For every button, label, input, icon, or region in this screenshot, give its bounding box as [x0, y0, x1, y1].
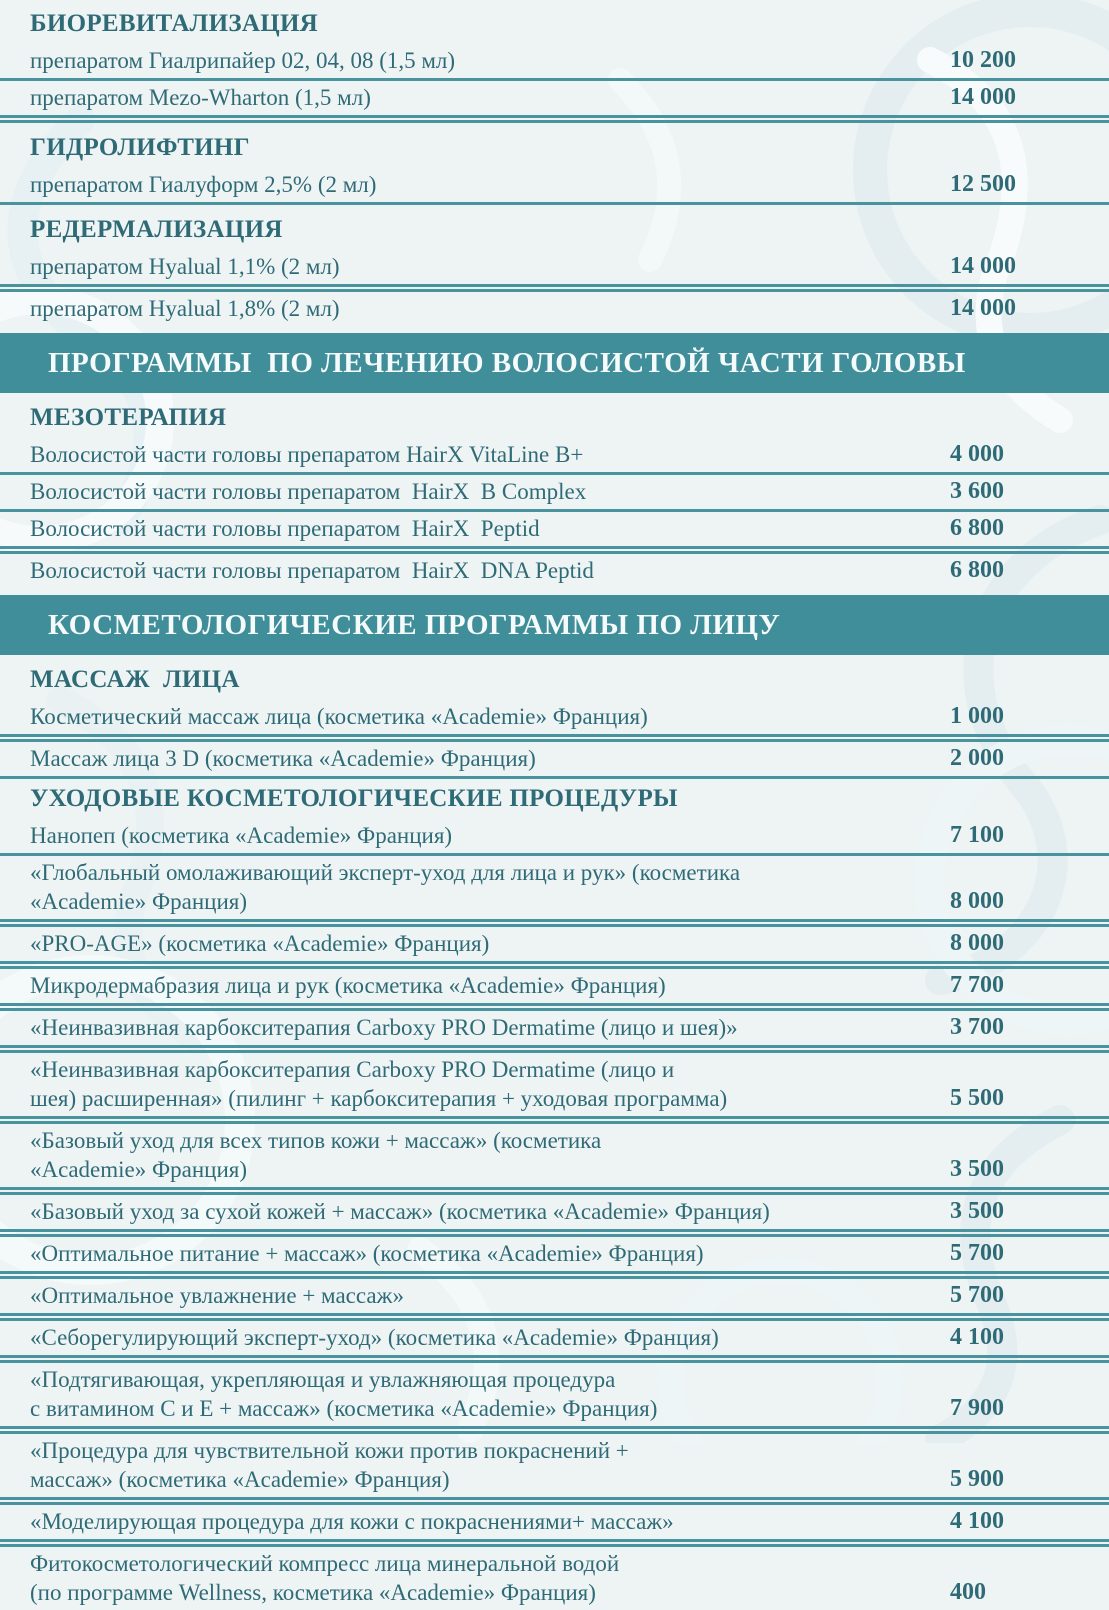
category-heading: МЕЗОТЕРАПИЯ — [30, 404, 227, 431]
service-row — [0, 1505, 1109, 1547]
service-price: 7 700 — [950, 972, 1004, 998]
service-name — [0, 1365, 920, 1423]
service-price: 7 900 — [950, 1395, 1004, 1421]
service-name-line: «Подтягивающая, укрепляющая и увлажняющая процедура — [30, 1367, 616, 1392]
service-price: 14 000 — [950, 253, 1016, 279]
service-name: Волосистой части головы препаратом HairX B Complex — [30, 479, 587, 504]
service-name-line: с витамином С и Е + массаж» (косметика «Academie» Франция) — [30, 1396, 658, 1421]
service-price: 8 000 — [950, 888, 1004, 914]
service-price: 5 700 — [950, 1282, 1004, 1308]
service-name: Волосистой части головы препаратом HairX DNA Peptid — [30, 558, 594, 583]
service-price: 6 800 — [950, 515, 1004, 541]
service-name — [0, 858, 920, 916]
service-price: 2 000 — [950, 745, 1004, 771]
service-row — [0, 1195, 1109, 1237]
service-price: 12 500 — [950, 171, 1016, 197]
service-row — [0, 438, 1109, 475]
service-name: «Базовый уход за сухой кожей + массаж» (косметика «Academie» Франция) — [30, 1199, 770, 1224]
service-row — [0, 742, 1109, 779]
service-name-line: (по программе Wellness, косметика «Academie» Франция) — [30, 1580, 596, 1605]
service-name — [0, 1549, 920, 1607]
service-name: Косметический массаж лица (косметика «Academie» Франция) — [30, 704, 648, 729]
service-price: 8 000 — [950, 930, 1004, 956]
category-heading: ГИДРОЛИФТИНГ — [30, 134, 250, 161]
service-name: препаратом Hyalual 1,1% (2 мл) — [30, 254, 340, 279]
service-price: 7 100 — [950, 822, 1004, 848]
service-row — [0, 1434, 1109, 1505]
section-banner: ПРОГРАММЫ ПО ЛЕЧЕНИЮ ВОЛОСИСТОЙ ЧАСТИ ГОЛОВЫ — [0, 333, 1109, 393]
service-row — [0, 700, 1109, 742]
service-name-line: «Academie» Франция) — [30, 889, 248, 914]
service-row — [0, 250, 1109, 292]
category-heading: МАССАЖ ЛИЦА — [30, 666, 240, 693]
service-row — [0, 969, 1109, 1011]
service-name: «PRO-AGE» (косметика «Academie» Франция) — [30, 931, 490, 956]
service-row — [0, 819, 1109, 856]
service-name: Микродермабразия лица и рук (косметика «Academie» Франция) — [30, 973, 666, 998]
service-price: 4 100 — [950, 1324, 1004, 1350]
service-name — [0, 1055, 920, 1113]
service-name-line: массаж» (косметика «Academie» Франция) — [30, 1467, 450, 1492]
service-name: препаратом Гиалрипайер 02, 04, 08 (1,5 мл) — [30, 48, 456, 73]
service-price: 14 000 — [950, 84, 1016, 110]
service-name — [0, 1436, 920, 1494]
service-row — [0, 292, 1109, 326]
service-name: «Оптимальное увлажнение + массаж» — [30, 1283, 404, 1308]
service-name: «Неинвазивная карбокситерапия Carboxy PRO Dermatime (лицо и шея)» — [30, 1015, 738, 1040]
service-price: 6 800 — [950, 557, 1004, 583]
service-name: Волосистой части головы препаратом HairX Peptid — [30, 516, 540, 541]
section-banner: КОСМЕТОЛОГИЧЕСКИЕ ПРОГРАММЫ ПО ЛИЦУ — [0, 595, 1109, 655]
service-name: «Оптимальное питание + массаж» (косметика «Academie» Франция) — [30, 1241, 704, 1266]
service-name: Массаж лица 3 D (косметика «Academie» Франция) — [30, 746, 536, 771]
service-row — [0, 1363, 1109, 1434]
service-row — [0, 1124, 1109, 1195]
service-name-line: шея) расширенная» (пилинг + карбокситерапия + уходовая программа) — [30, 1086, 728, 1111]
service-name: Волосистой части головы препаратом HairX VitaLine B+ — [30, 442, 584, 467]
service-row — [0, 1011, 1109, 1053]
service-name: «Себорегулирующий эксперт-уход» (косметика «Academie» Франция) — [30, 1325, 719, 1350]
service-price: 5 700 — [950, 1240, 1004, 1266]
category-heading: РЕДЕРМАЛИЗАЦИЯ — [30, 216, 283, 243]
service-name: «Моделирующая процедура для кожи с покраснениями+ массаж» — [30, 1509, 674, 1534]
service-price: 1 000 — [950, 703, 1004, 729]
service-row — [0, 44, 1109, 81]
service-name-line: «Academie» Франция) — [30, 1157, 248, 1182]
service-row — [0, 1321, 1109, 1363]
service-name: препаратом Гиалуформ 2,5% (2 мл) — [30, 172, 377, 197]
service-price: 4 000 — [950, 441, 1004, 467]
service-price: 4 100 — [950, 1508, 1004, 1534]
service-row — [0, 554, 1109, 588]
service-price: 3 500 — [950, 1156, 1004, 1182]
service-row — [0, 1279, 1109, 1321]
service-price: 10 200 — [950, 47, 1016, 73]
service-row — [0, 1237, 1109, 1279]
service-row — [0, 512, 1109, 554]
service-name-line: «Глобальный омолаживающий эксперт-уход для лица и рук» (косметика — [30, 860, 741, 885]
category-heading: БИОРЕВИТАЛИЗАЦИЯ — [30, 10, 319, 37]
service-row — [0, 1547, 1109, 1610]
service-name — [0, 1126, 920, 1184]
service-price: 14 000 — [950, 295, 1016, 321]
service-row — [0, 856, 1109, 927]
service-row — [0, 1053, 1109, 1124]
service-price: 400 — [950, 1579, 986, 1605]
service-price: 3 700 — [950, 1014, 1004, 1040]
service-price: 3 500 — [950, 1198, 1004, 1224]
service-price: 5 500 — [950, 1085, 1004, 1111]
service-name: Нанопеп (косметика «Academie» Франция) — [30, 823, 453, 848]
service-row — [0, 81, 1109, 123]
service-price: 3 600 — [950, 478, 1004, 504]
service-row — [0, 475, 1109, 512]
service-name-line: Фитокосметологический компресс лица минеральной водой — [30, 1551, 620, 1576]
service-name-line: «Процедура для чувствительной кожи против покраснений + — [30, 1438, 629, 1463]
service-name: препаратом Mezo-Wharton (1,5 мл) — [30, 85, 371, 110]
service-price: 5 900 — [950, 1466, 1004, 1492]
service-name-line: «Базовый уход для всех типов кожи + массаж» (косметика — [30, 1128, 602, 1153]
service-row — [0, 168, 1109, 205]
category-heading: УХОДОВЫЕ КОСМЕТОЛОГИЧЕСКИЕ ПРОЦЕДУРЫ — [30, 785, 678, 812]
service-row — [0, 927, 1109, 969]
service-name: препаратом Hyalual 1,8% (2 мл) — [30, 296, 340, 321]
service-name-line: «Неинвазивная карбокситерапия Carboxy PRO Dermatime (лицо и — [30, 1057, 675, 1082]
